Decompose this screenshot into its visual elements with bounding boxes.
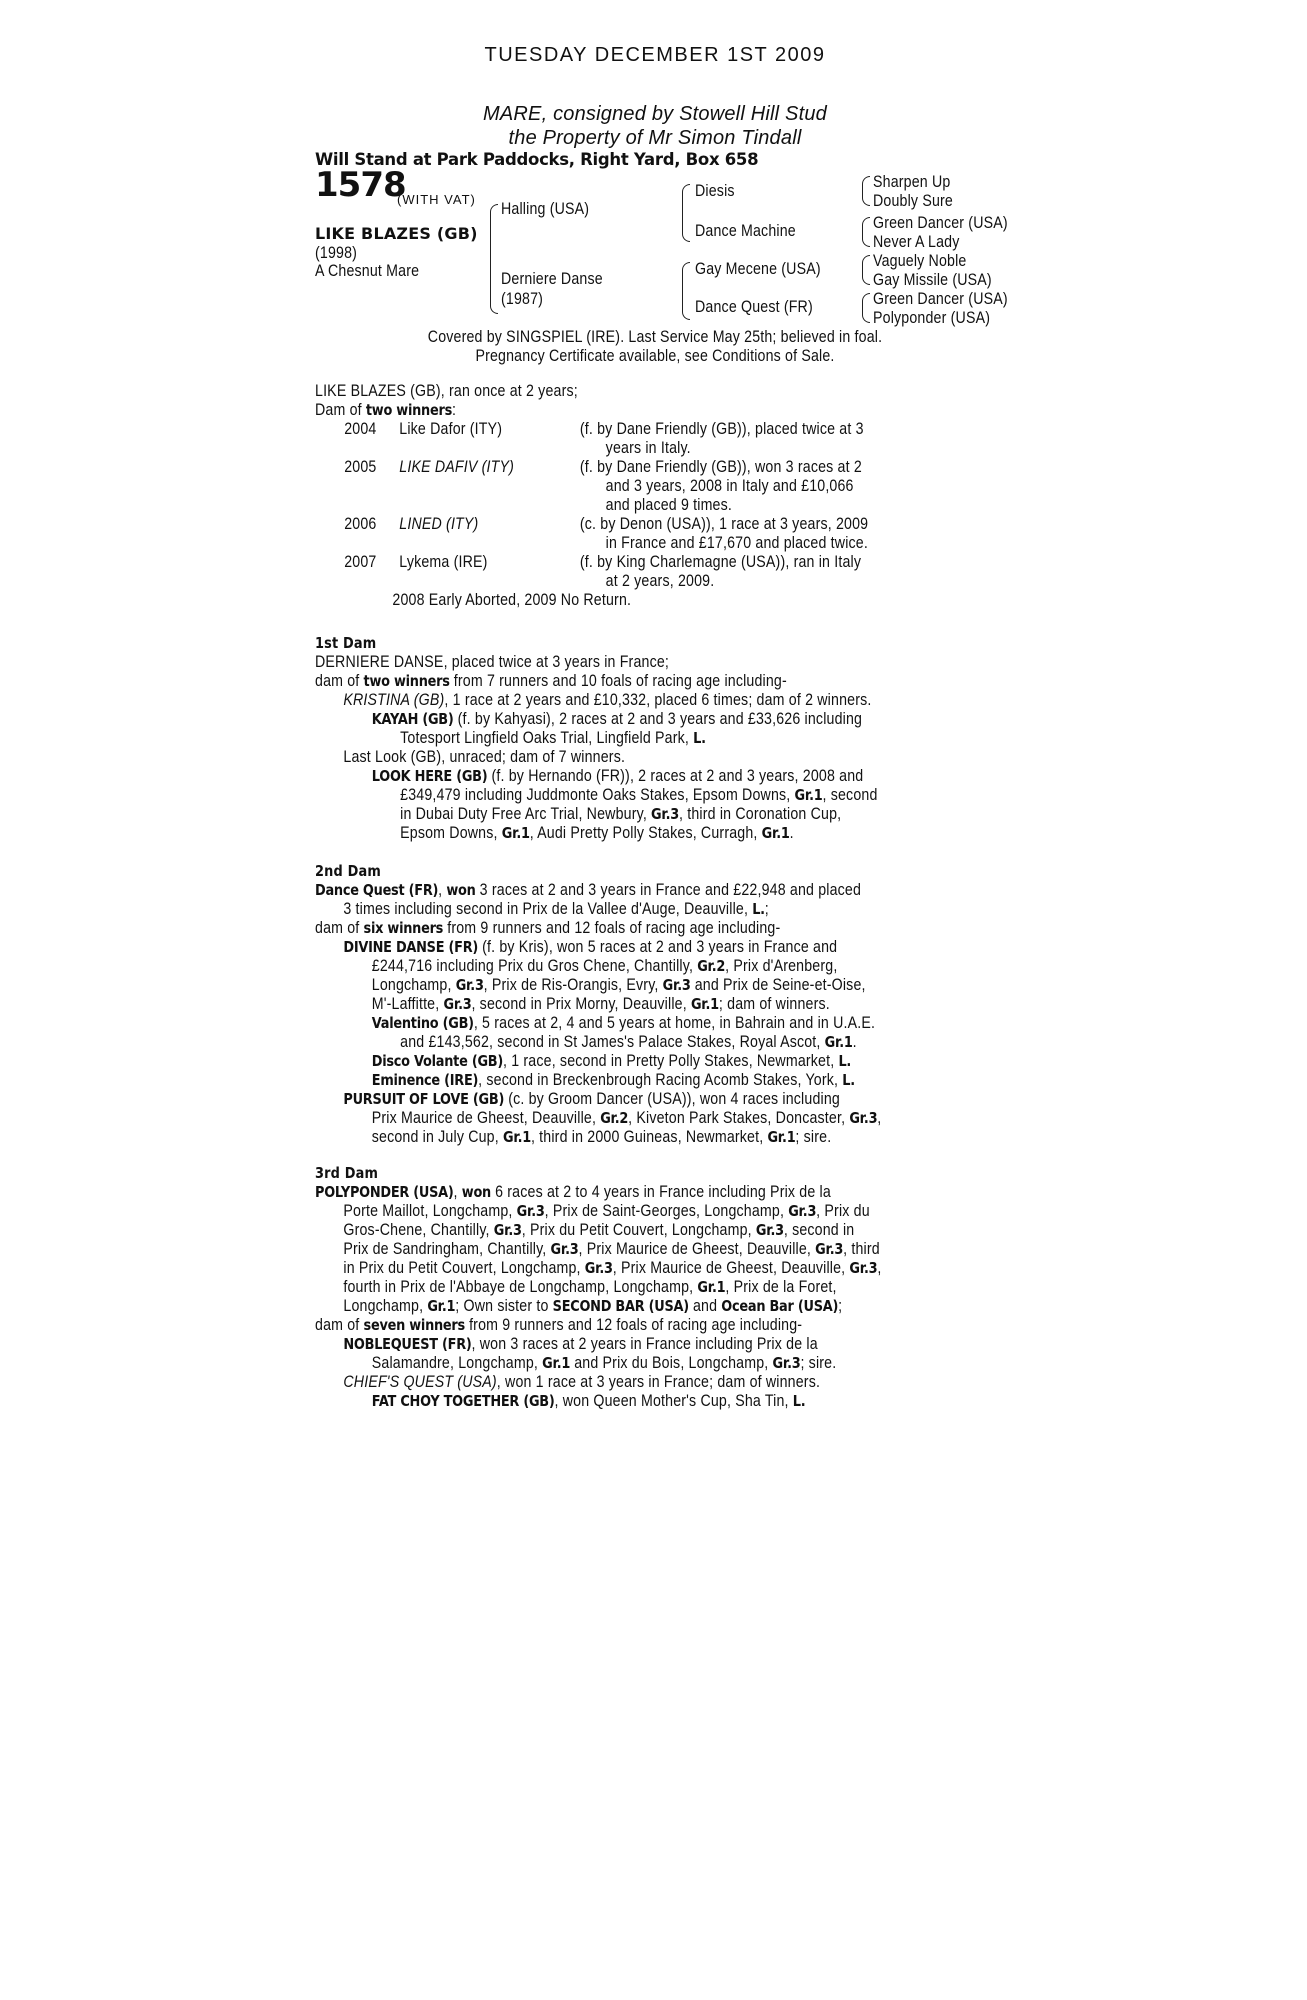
pedigree-dam: Derniere Danse <box>501 270 603 288</box>
pedigree-sire-dam: Dance Machine <box>695 222 796 240</box>
first-dam-section: 1st Dam DERNIERE DANSE, placed twice at 3 years in France; dam of two winners from 7 runners and 10 foals of racing age including- KRISTINA (GB), 1 race at 2 years and £10,332, placed 6 times; dam of 2 winners. KAYAH (GB) (f. by Kahyasi), 2 races at 2 and 3 years and £33,626 including Totesport Lingfield Oaks Trial, Lingfield Park, L. Last Look (GB), unraced; dam of 7 winners. LOOK HERE (GB) (f. by Hernando (FR)), 2 races at 2 and 3 years, 2008 and £349,479 including Juddmonte Oaks Stakes, Epsom Downs, Gr.1, second in Dubai Duty Free Arc Trial, Newbury, Gr.3, third in Coronation Cup, Epsom Downs, Gr.1, Audi Pretty Polly Stakes, Curragh, Gr.1. <box>315 634 994 843</box>
horse-year: (1998) <box>315 244 358 262</box>
first-dam-heading: 1st Dam <box>315 634 377 652</box>
covering-line-1: Covered by SINGSPIEL (IRE). Last Service May 25th; believed in foal. <box>427 328 883 346</box>
second-dam-heading: 2nd Dam <box>315 862 381 880</box>
produce-row: 2006 LINED (ITY) (c. by Denon (USA)), 1 race at 3 years, 2009 in France and £17,670 and placed twice. <box>344 515 869 552</box>
covering-line-2: Pregnancy Certificate available, see Conditions of Sale. <box>475 347 835 365</box>
third-dam-section: 3rd Dam POLYPONDER (USA), won 6 races at 2 to 4 years in France including Prix de la Porte Maillot, Longchamp, Gr.3, Prix de Saint-Georges, Longchamp, Gr.3, Prix du Gros-Chene, Chantilly, Gr.3, Prix du Petit Couvert, Longchamp, Gr.3, second in Prix de Sandringham, Chantilly, Gr.3, Prix Maurice de Gheest, Deauville, Gr.3, third in Prix du Petit Couvert, Longchamp, Gr.3, Prix Maurice de Gheest, Deauville, Gr.3, fourth in Prix de l'Abbaye de Longchamp, Longchamp, Gr.1, Prix de la Foret, Longchamp, Gr.1; Own sister to SECOND BAR (USA) and Ocean Bar (USA); dam of seven winners from 9 runners and 12 foals of racing age including- NOBLEQUEST (FR), won 3 races at 2 years in France including Prix de la Salamandre, Longchamp, Gr.1 and Prix du Bois, Longchamp, Gr.3; sire. CHIEF'S QUEST (USA), won 1 race at 3 years in France; dam of winners. FAT CHOY TOGETHER (GB), won Queen Mother's Cup, Sha Tin, L. <box>315 1164 994 1411</box>
consignment-line-1: MARE, consigned by Stowell Hill Stud <box>482 103 828 125</box>
pedigree-sire: Halling (USA) <box>501 200 590 218</box>
pedigree-brace-main <box>490 204 498 314</box>
pedigree-gen3-8: Polyponder (USA) <box>873 309 991 327</box>
consignment-line-2: the Property of Mr Simon Tindall <box>508 127 802 149</box>
pedigree-gen3-4: Never A Lady <box>873 233 960 251</box>
pedigree-brace-sire <box>682 184 690 242</box>
pedigree-brace-g4 <box>862 293 870 323</box>
pedigree-gen3-3: Green Dancer (USA) <box>873 214 1008 232</box>
pedigree-dam-dam: Dance Quest (FR) <box>695 298 813 316</box>
produce-row: 2005 LIKE DAFIV (ITY) (f. by Dane Friendly (GB)), won 3 races at 2 and 3 years, 2008 in Italy and £10,066 and placed 9 times. <box>344 458 862 514</box>
pedigree-brace-g3 <box>862 255 870 285</box>
pedigree-gen3-1: Sharpen Up <box>873 173 951 191</box>
pedigree-gen3-5: Vaguely Noble <box>873 252 967 270</box>
pedigree-brace-g2 <box>862 217 870 247</box>
produce-record <box>315 382 994 610</box>
pedigree-dam-sire: Gay Mecene (USA) <box>695 260 821 278</box>
horse-description: A Chesnut Mare <box>315 262 420 280</box>
sale-date-header: TUESDAY DECEMBER 1ST 2009 <box>484 44 826 66</box>
third-dam-heading: 3rd Dam <box>315 1164 379 1182</box>
pedigree-brace-g1 <box>862 176 870 206</box>
pedigree-sire-sire: Diesis <box>695 182 735 200</box>
covering-note <box>315 328 995 366</box>
vat-note: (WITH VAT) <box>397 192 476 207</box>
produce-footer: 2008 Early Aborted, 2009 No Return. <box>392 591 632 609</box>
lot-number: 1578 <box>315 165 406 205</box>
horse-name: LIKE BLAZES (GB) <box>315 224 478 243</box>
pedigree-gen3-6: Gay Missile (USA) <box>873 271 992 289</box>
pedigree-gen3-7: Green Dancer (USA) <box>873 290 1008 308</box>
pedigree-brace-dam <box>682 262 690 320</box>
produce-summary: Dam of two winners: <box>315 401 457 419</box>
pedigree-gen3-2: Doubly Sure <box>873 192 953 210</box>
pedigree-dam-year: (1987) <box>501 290 544 308</box>
second-dam-section: 2nd Dam Dance Quest (FR), won 3 races at 2 and 3 years in France and £22,948 and placed 3 times including second in Prix de la Vallee d'Auge, Deauville, L.; dam of six winners from 9 runners and 12 foals of racing age including- DIVINE DANSE (FR) (f. by Kris), won 5 races at 2 and 3 years in France and £244,716 including Prix du Gros Chene, Chantilly, Gr.2, Prix d'Arenberg, Longchamp, Gr.3, Prix de Ris-Orangis, Evry, Gr.3 and Prix de Seine-et-Oise, M'-Laffitte, Gr.3, second in Prix Morny, Deauville, Gr.1; dam of winners. Valentino (GB), 5 races at 2, 4 and 5 years at home, in Bahrain and in U.A.E. and £143,562, second in St James's Palace Stakes, Royal Ascot, Gr.1. Disco Volante (GB), 1 race, second in Pretty Polly Stakes, Newmarket, L. Eminence (IRE), second in Breckenbrough Racing Acomb Stakes, York, L. PURSUIT OF LOVE (GB) (c. by Groom Dancer (USA)), won 4 races including Prix Maurice de Gheest, Deauville, Gr.2, Kiveton Park Stakes, Doncaster, Gr.3, second in July Cup, Gr.1, third in 2000 Guineas, Newmarket, Gr.1; sire. <box>315 862 994 1147</box>
produce-intro: LIKE BLAZES (GB), ran once at 2 years; <box>315 382 578 400</box>
stand-location: Will Stand at Park Paddocks, Right Yard, Box 658 <box>315 150 759 169</box>
consignment-heading <box>315 102 995 150</box>
produce-row: 2007 Lykema (IRE) (f. by King Charlemagne (USA)), ran in Italy at 2 years, 2009. <box>344 553 862 590</box>
produce-row: 2004 Like Dafor (ITY) (f. by Dane Friendly (GB)), placed twice at 3 years in Italy. <box>344 420 864 457</box>
